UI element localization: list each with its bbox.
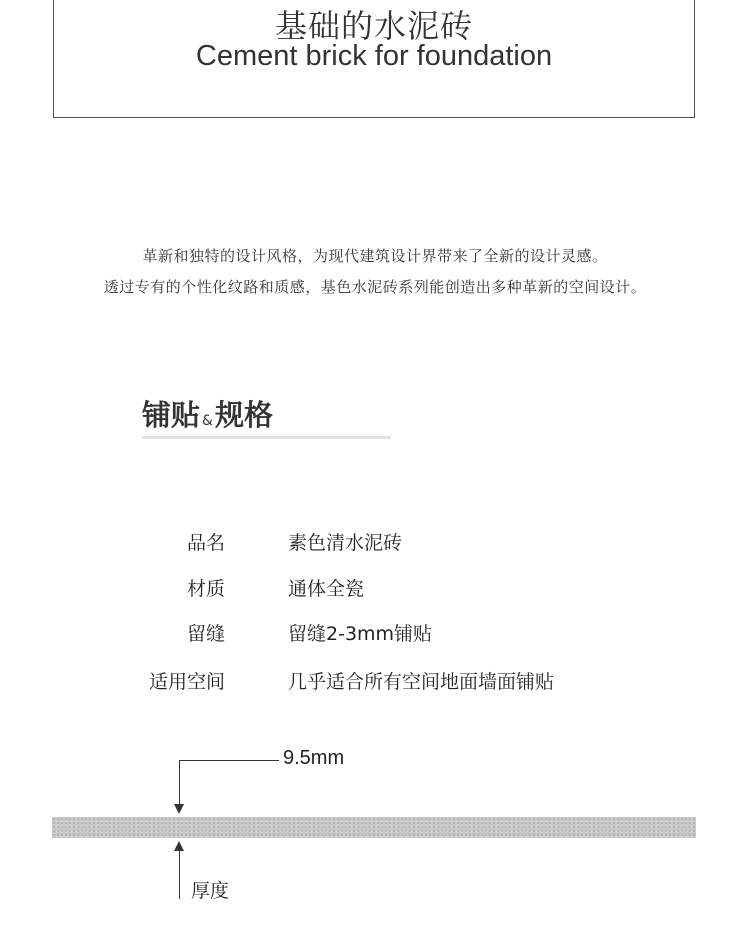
dimension-leader-vertical-top [179,760,180,810]
spec-value: 素色清水泥砖 [288,532,403,554]
spec-label: 适用空间 [148,671,225,693]
title-box [53,0,695,118]
spec-row-joint [0,619,750,645]
spec-row-applicable-space [0,667,750,693]
spec-label: 留缝 [186,623,225,645]
heading-underline [142,436,391,439]
tile-cross-section [52,817,696,838]
heading-ampersand: & [202,413,213,429]
dimension-leader-horizontal [179,760,279,761]
thickness-label: 厚度 [191,880,230,902]
thickness-dimension: 9.5mm [283,747,345,769]
section-heading [142,393,273,434]
intro-line-1: 革新和独特的设计风格，为现代建筑设计界带来了全新的设计灵感。 [142,247,608,265]
page-title-chinese: 基础的水泥砖 [274,7,473,45]
heading-left: 铺贴 [142,398,201,432]
spec-label: 材质 [186,578,225,600]
spec-row-name [0,528,750,554]
dimension-leader-vertical-bottom [179,850,180,899]
arrow-down-icon [174,804,184,814]
spec-value: 几乎适合所有空间地面墙面铺贴 [288,671,555,693]
intro-line-2: 透过专有的个性化纹路和质感，基色水泥砖系列能创造出多种革新的空间设计。 [103,278,647,296]
spec-value: 通体全瓷 [288,578,365,600]
spec-row-material [0,574,750,600]
heading-right: 规格 [214,398,273,432]
spec-label: 品名 [186,532,225,554]
page-title-english: Cement brick for foundation [195,40,553,72]
spec-value: 留缝2-3mm铺贴 [288,623,433,645]
